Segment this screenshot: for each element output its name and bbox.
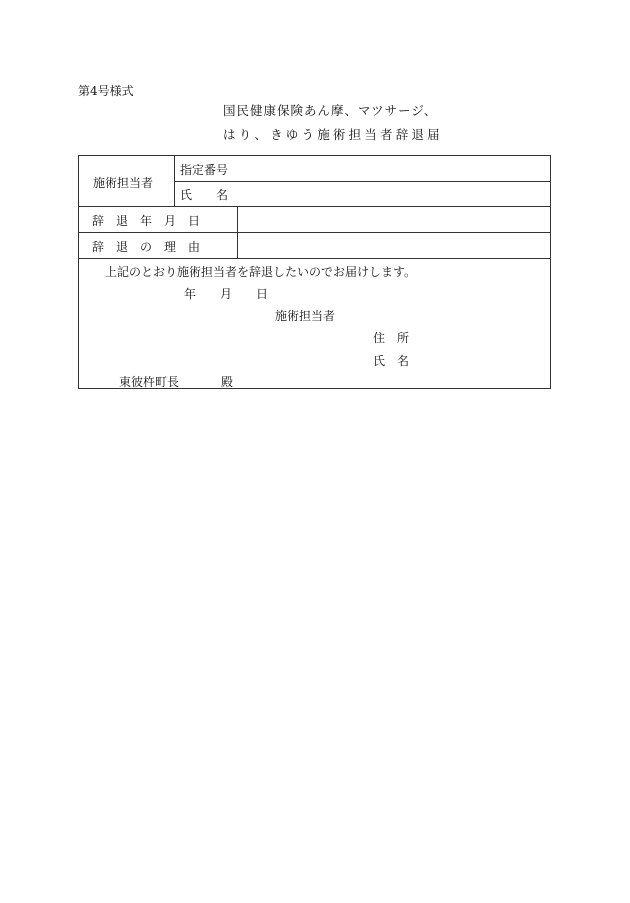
practitioner-name-label: 氏 名 (180, 188, 229, 202)
signer-address-label: 住 所 (373, 331, 410, 345)
row-divider-practitioner (79, 206, 551, 207)
recipient-honorific: 殿 (221, 375, 234, 389)
practitioner-name-field[interactable] (249, 183, 547, 204)
submission-date: 年 月 日 (184, 287, 269, 301)
declaration-statement: 上記のとおり施術担当者を辞退したいのでお届けします。 (105, 265, 417, 279)
withdrawal-reason-label: 辞 退 の 理 由 (92, 240, 201, 254)
designation-number-field[interactable] (249, 158, 547, 179)
form-title-line-1: 国民健康保険あん摩、マツサージ、 (223, 103, 438, 118)
row-divider-reason (79, 258, 551, 259)
withdrawal-date-label: 辞 退 年 月 日 (92, 214, 201, 228)
form-title-line-2: はり、きゆう施術担当者辞退届 (223, 127, 443, 142)
withdrawal-date-field[interactable] (241, 208, 547, 230)
row-divider-date (79, 232, 551, 233)
row-divider-designation (174, 181, 551, 182)
recipient-title: 東彼杵町長 (119, 375, 180, 389)
column-divider-date-reason (237, 206, 238, 258)
withdrawal-form-table (78, 155, 551, 389)
signer-label: 施術担当者 (275, 309, 336, 323)
signer-name-label: 氏 名 (373, 354, 410, 368)
designation-number-label: 指定番号 (180, 163, 229, 177)
column-divider-practitioner (174, 156, 175, 206)
withdrawal-reason-field[interactable] (241, 234, 547, 256)
form-number: 第4号様式 (78, 84, 134, 98)
practitioner-label: 施術担当者 (93, 176, 154, 190)
